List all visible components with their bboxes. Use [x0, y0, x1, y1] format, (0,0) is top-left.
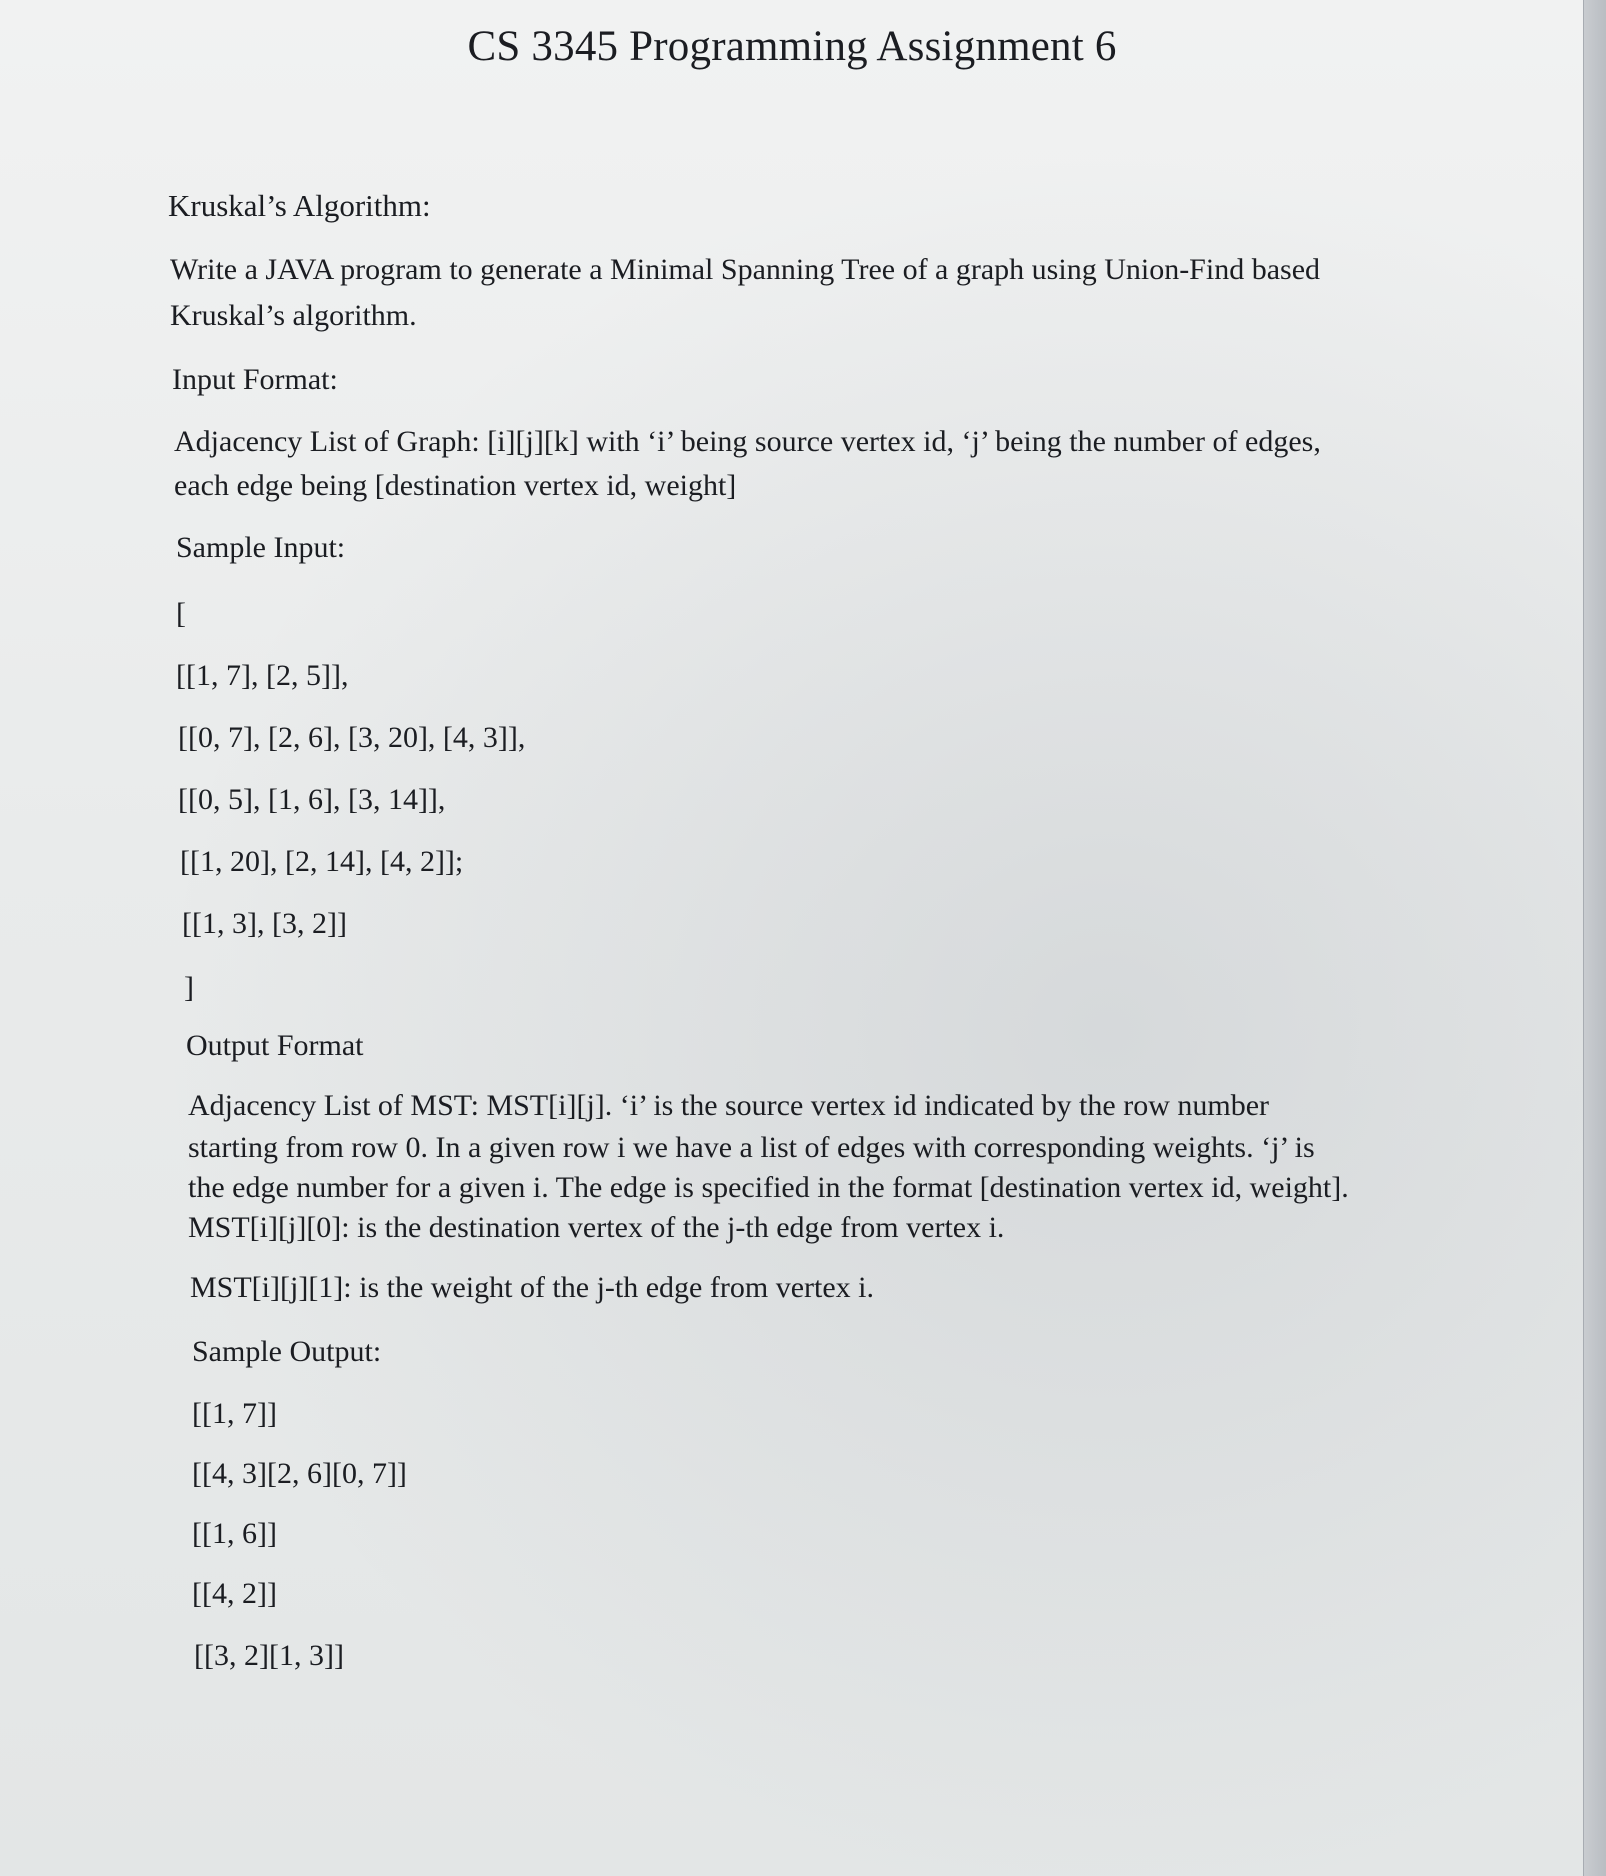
output-weight-description: MST[i][j][1]: is the weight of the j-th edge from vertex i.	[190, 1271, 874, 1304]
sample-input-row: [[1, 7], [2, 5]],	[176, 659, 349, 692]
output-format-line-2: starting from row 0. In a given row i we have a list of edges with corresponding weights. ‘j’ is	[188, 1131, 1315, 1164]
sample-input-row: [[1, 20], [2, 14], [4, 2]];	[180, 845, 464, 878]
sample-input-close-bracket: ]	[184, 971, 194, 1004]
input-format-line-1: Adjacency List of Graph: [i][j][k] with ‘i’ being source vertex id, ‘j’ being the number of edges,	[174, 425, 1321, 458]
algorithm-heading: Kruskal’s Algorithm:	[168, 188, 431, 223]
output-format-line-4: MST[i][j][0]: is the destination vertex of the j-th edge from vertex i.	[188, 1211, 1005, 1244]
task-line-1: Write a JAVA program to generate a Minimal Spanning Tree of a graph using Union-Find based	[170, 253, 1321, 286]
sample-input-row: [[1, 3], [3, 2]]	[182, 907, 347, 940]
sample-output-row: [[4, 3][2, 6][0, 7]]	[192, 1457, 407, 1490]
assignment-title: CS 3345 Programming Assignment 6	[467, 23, 1117, 70]
sample-output-row: [[1, 6]]	[192, 1517, 277, 1550]
output-format-line-3: the edge number for a given i. The edge is specified in the format [destination vertex id, weight].	[188, 1171, 1349, 1204]
monitor-bezel	[1583, 0, 1606, 1876]
sample-output-row: [[4, 2]]	[192, 1577, 277, 1610]
sample-input-row: [[0, 7], [2, 6], [3, 20], [4, 3]],	[178, 721, 526, 754]
output-format-heading: Output Format	[186, 1029, 364, 1062]
sample-input-row: [[0, 5], [1, 6], [3, 14]],	[178, 783, 446, 816]
input-format-line-2: each edge being [destination vertex id, weight]	[174, 469, 737, 502]
sample-input-open-bracket: [	[176, 597, 186, 630]
sample-output-row: [[3, 2][1, 3]]	[194, 1639, 344, 1672]
input-format-heading: Input Format:	[172, 363, 338, 396]
sample-output-row: [[1, 7]]	[192, 1397, 277, 1430]
task-line-2: Kruskal’s algorithm.	[170, 299, 417, 332]
sample-input-heading: Sample Input:	[176, 531, 346, 564]
output-format-line-1: Adjacency List of MST: MST[i][j]. ‘i’ is the source vertex id indicated by the row number	[188, 1089, 1269, 1122]
sample-output-heading: Sample Output:	[192, 1335, 382, 1368]
